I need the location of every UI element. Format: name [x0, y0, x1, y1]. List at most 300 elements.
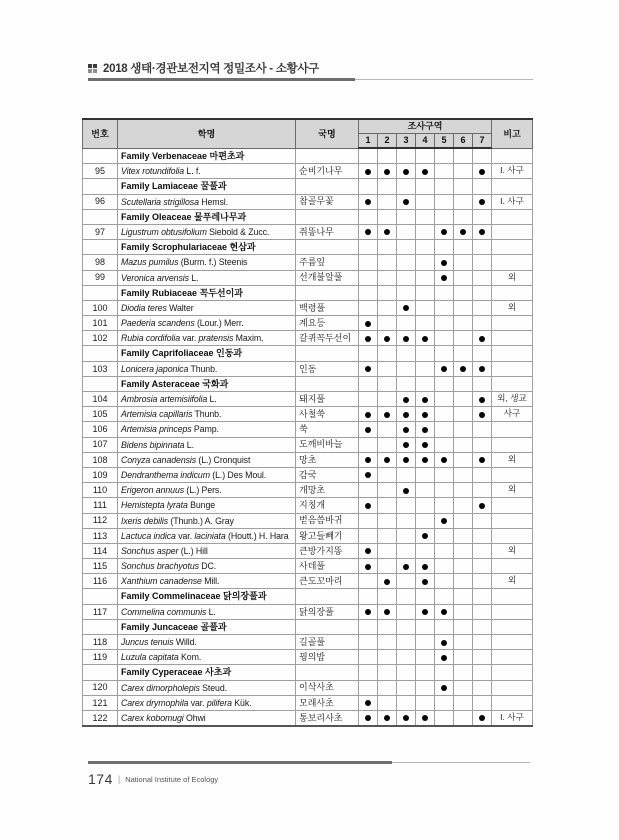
presence-dot	[479, 229, 485, 235]
presence-dot	[422, 457, 428, 463]
plot-presence-cell	[454, 179, 473, 194]
scientific-name-cell: Lonicera japonica Thunb.	[118, 361, 296, 376]
row-number-cell: 120	[83, 680, 118, 695]
page-number: 174	[88, 771, 113, 787]
plot-presence-cell	[359, 194, 378, 209]
plot-presence-cell	[454, 498, 473, 513]
plot-presence-cell	[454, 635, 473, 650]
note-cell	[492, 680, 533, 695]
plot-presence-cell	[397, 240, 416, 255]
plot-presence-cell	[435, 619, 454, 634]
presence-dot	[365, 457, 371, 463]
row-number-cell	[83, 619, 118, 634]
row-number-cell	[83, 589, 118, 604]
row-number-cell: 122	[83, 710, 118, 726]
family-row	[83, 179, 533, 194]
species-row	[83, 422, 533, 437]
plot-presence-cell	[454, 589, 473, 604]
species-row	[83, 543, 533, 558]
plot-presence-cell	[416, 559, 435, 574]
species-row	[83, 300, 533, 315]
plot-presence-cell	[397, 255, 416, 270]
footer-rule	[88, 761, 530, 764]
col-header-plot-6: 6	[454, 134, 473, 149]
plot-presence-cell	[397, 437, 416, 452]
col-header-no: 번호	[83, 119, 118, 148]
plot-presence-cell	[397, 665, 416, 680]
plot-presence-cell	[454, 331, 473, 346]
plot-presence-cell	[435, 361, 454, 376]
plot-presence-cell	[416, 604, 435, 619]
plot-presence-cell	[473, 407, 492, 422]
species-row	[83, 467, 533, 482]
species-row	[83, 574, 533, 589]
species-row	[83, 392, 533, 407]
plot-presence-cell	[378, 543, 397, 558]
plot-presence-cell	[397, 164, 416, 179]
korean-name-cell: 돼지풀	[296, 392, 359, 407]
row-number-cell: 110	[83, 483, 118, 498]
plot-presence-cell	[416, 255, 435, 270]
presence-dot	[365, 169, 371, 175]
plot-presence-cell	[473, 316, 492, 331]
plot-presence-cell	[397, 346, 416, 361]
scientific-name-cell: Artemisia princeps Pamp.	[118, 422, 296, 437]
col-header-plot-1: 1	[359, 134, 378, 149]
plot-presence-cell	[397, 498, 416, 513]
plot-presence-cell	[378, 346, 397, 361]
korean-name-cell: 선개불알풀	[296, 270, 359, 285]
plot-presence-cell	[378, 407, 397, 422]
plot-presence-cell	[454, 483, 473, 498]
note-cell	[492, 695, 533, 710]
plot-presence-cell	[435, 164, 454, 179]
plot-presence-cell	[416, 452, 435, 467]
korean-name-cell: 닭의장풀	[296, 604, 359, 619]
korean-name-cell	[296, 148, 359, 164]
scientific-name-cell: Hemistepta lyrata Bunge	[118, 498, 296, 513]
plot-presence-cell	[397, 452, 416, 467]
plot-presence-cell	[435, 392, 454, 407]
family-name-cell: Family Commelinaceae 닭의장풀과	[118, 589, 296, 604]
plot-presence-cell	[435, 665, 454, 680]
korean-name-cell: 주름잎	[296, 255, 359, 270]
plot-presence-cell	[435, 422, 454, 437]
plot-presence-cell	[473, 148, 492, 164]
row-number-cell	[83, 665, 118, 680]
korean-name-cell: 감국	[296, 467, 359, 482]
plot-presence-cell	[359, 635, 378, 650]
plot-presence-cell	[359, 437, 378, 452]
scientific-name-cell: Mazus pumilus (Burm. f.) Steenis	[118, 255, 296, 270]
presence-dot	[441, 275, 447, 281]
korean-name-cell: 인동	[296, 361, 359, 376]
note-cell	[492, 619, 533, 634]
scientific-name-cell: Commelina communis L.	[118, 604, 296, 619]
plot-presence-cell	[454, 710, 473, 726]
note-cell	[492, 346, 533, 361]
plot-presence-cell	[435, 300, 454, 315]
korean-name-cell: 갈퀴꼭두선이	[296, 331, 359, 346]
plot-presence-cell	[416, 361, 435, 376]
plot-presence-cell	[359, 331, 378, 346]
plot-presence-cell	[397, 589, 416, 604]
plot-presence-cell	[378, 179, 397, 194]
presence-dot	[422, 412, 428, 418]
row-number-cell	[83, 376, 118, 391]
plot-presence-cell	[359, 148, 378, 164]
plot-presence-cell	[416, 194, 435, 209]
row-number-cell	[83, 209, 118, 224]
plot-presence-cell	[473, 589, 492, 604]
plot-presence-cell	[435, 559, 454, 574]
plot-presence-cell	[378, 392, 397, 407]
plot-presence-cell	[378, 164, 397, 179]
plot-presence-cell	[397, 467, 416, 482]
plot-presence-cell	[473, 346, 492, 361]
plot-presence-cell	[359, 270, 378, 285]
plot-presence-cell	[473, 619, 492, 634]
plot-presence-cell	[378, 437, 397, 452]
plot-presence-cell	[397, 194, 416, 209]
family-name-cell: Family Scrophulariaceae 현삼과	[118, 240, 296, 255]
presence-dot	[479, 199, 485, 205]
presence-dot	[365, 715, 371, 721]
plot-presence-cell	[454, 437, 473, 452]
plot-presence-cell	[435, 680, 454, 695]
korean-name-cell: 모래사초	[296, 695, 359, 710]
plot-presence-cell	[359, 361, 378, 376]
note-cell: I. 사구	[492, 194, 533, 209]
plot-presence-cell	[397, 604, 416, 619]
plot-presence-cell	[473, 331, 492, 346]
plot-presence-cell	[359, 559, 378, 574]
note-cell	[492, 528, 533, 543]
plot-presence-cell	[359, 650, 378, 665]
family-row	[83, 665, 533, 680]
plot-presence-cell	[454, 346, 473, 361]
plot-presence-cell	[378, 224, 397, 239]
scientific-name-cell: Sonchus asper (L.) Hill	[118, 543, 296, 558]
scientific-name-cell: Erigeron annuus (L.) Pers.	[118, 483, 296, 498]
row-number-cell: 114	[83, 543, 118, 558]
note-cell	[492, 589, 533, 604]
scientific-name-cell: Carex kobomugi Ohwi	[118, 710, 296, 726]
plot-presence-cell	[359, 483, 378, 498]
plot-presence-cell	[416, 589, 435, 604]
presence-dot	[441, 640, 447, 646]
plot-presence-cell	[473, 164, 492, 179]
species-row	[83, 650, 533, 665]
korean-name-cell	[296, 665, 359, 680]
plot-presence-cell	[454, 285, 473, 300]
row-number-cell: 102	[83, 331, 118, 346]
plot-presence-cell	[397, 331, 416, 346]
plot-presence-cell	[359, 710, 378, 726]
presence-dot	[365, 366, 371, 372]
korean-name-cell: 개망초	[296, 483, 359, 498]
plot-presence-cell	[416, 574, 435, 589]
row-number-cell: 118	[83, 635, 118, 650]
presence-dot	[365, 229, 371, 235]
plot-presence-cell	[397, 422, 416, 437]
plot-presence-cell	[454, 164, 473, 179]
presence-dot	[365, 700, 371, 706]
korean-name-cell: 벋음씀바귀	[296, 513, 359, 528]
plot-presence-cell	[454, 452, 473, 467]
presence-dot	[403, 427, 409, 433]
plot-presence-cell	[454, 695, 473, 710]
plot-presence-cell	[473, 559, 492, 574]
row-number-cell: 111	[83, 498, 118, 513]
scientific-name-cell: Bidens bipinnata L.	[118, 437, 296, 452]
note-cell: 외	[492, 574, 533, 589]
plot-presence-cell	[359, 498, 378, 513]
note-cell	[492, 422, 533, 437]
scientific-name-cell: Xanthium canadense Mill.	[118, 574, 296, 589]
presence-dot	[441, 655, 447, 661]
korean-name-cell: 통보리사초	[296, 710, 359, 726]
plot-presence-cell	[435, 240, 454, 255]
species-row	[83, 559, 533, 574]
presence-dot	[384, 336, 390, 342]
species-row	[83, 407, 533, 422]
presence-dot	[384, 457, 390, 463]
family-row	[83, 619, 533, 634]
plot-presence-cell	[435, 528, 454, 543]
plot-presence-cell	[416, 483, 435, 498]
plot-presence-cell	[473, 665, 492, 680]
plot-presence-cell	[359, 589, 378, 604]
note-cell	[492, 650, 533, 665]
plot-presence-cell	[435, 224, 454, 239]
plot-presence-cell	[359, 209, 378, 224]
plot-presence-cell	[473, 300, 492, 315]
row-number-cell: 119	[83, 650, 118, 665]
plot-presence-cell	[378, 710, 397, 726]
species-row	[83, 452, 533, 467]
plot-presence-cell	[359, 422, 378, 437]
korean-name-cell: 순비기나무	[296, 164, 359, 179]
row-number-cell: 107	[83, 437, 118, 452]
plot-presence-cell	[397, 316, 416, 331]
family-row	[83, 209, 533, 224]
scientific-name-cell: Carex dimorpholepis Steud.	[118, 680, 296, 695]
korean-name-cell: 큰도꼬마리	[296, 574, 359, 589]
korean-name-cell: 망초	[296, 452, 359, 467]
header-rule	[88, 78, 533, 81]
plot-presence-cell	[378, 331, 397, 346]
presence-dot	[365, 412, 371, 418]
plot-presence-cell	[397, 407, 416, 422]
plot-presence-cell	[416, 224, 435, 239]
plot-presence-cell	[435, 710, 454, 726]
family-name-cell: Family Juncaceae 골풀과	[118, 619, 296, 634]
plot-presence-cell	[359, 528, 378, 543]
plot-presence-cell	[416, 148, 435, 164]
korean-name-cell: 계요등	[296, 316, 359, 331]
plot-presence-cell	[378, 376, 397, 391]
plot-presence-cell	[359, 376, 378, 391]
korean-name-cell: 길골풀	[296, 635, 359, 650]
note-cell	[492, 513, 533, 528]
plot-presence-cell	[378, 635, 397, 650]
plot-presence-cell	[359, 407, 378, 422]
row-number-cell: 121	[83, 695, 118, 710]
plot-presence-cell	[378, 467, 397, 482]
row-number-cell: 109	[83, 467, 118, 482]
presence-dot	[403, 457, 409, 463]
plot-presence-cell	[473, 240, 492, 255]
presence-dot	[422, 427, 428, 433]
scientific-name-cell: Paederia scandens (Lour.) Merr.	[118, 316, 296, 331]
plot-presence-cell	[397, 392, 416, 407]
plot-presence-cell	[359, 695, 378, 710]
row-number-cell: 101	[83, 316, 118, 331]
plot-presence-cell	[473, 437, 492, 452]
korean-name-cell: 사데풀	[296, 559, 359, 574]
plot-presence-cell	[359, 255, 378, 270]
species-row	[83, 194, 533, 209]
note-cell: 외	[492, 300, 533, 315]
presence-dot	[403, 305, 409, 311]
plot-presence-cell	[359, 604, 378, 619]
plot-presence-cell	[378, 422, 397, 437]
plot-presence-cell	[359, 240, 378, 255]
plot-presence-cell	[359, 619, 378, 634]
plot-presence-cell	[435, 498, 454, 513]
plot-presence-cell	[454, 665, 473, 680]
presence-dot	[384, 579, 390, 585]
plot-presence-cell	[397, 650, 416, 665]
family-row	[83, 346, 533, 361]
scientific-name-cell: Juncus tenuis Willd.	[118, 635, 296, 650]
korean-name-cell: 큰방가지똥	[296, 543, 359, 558]
plot-presence-cell	[454, 619, 473, 634]
plot-presence-cell	[416, 316, 435, 331]
page-footer	[88, 771, 218, 787]
plot-presence-cell	[359, 346, 378, 361]
plot-presence-cell	[454, 559, 473, 574]
plot-presence-cell	[416, 209, 435, 224]
korean-name-cell: 백령풀	[296, 300, 359, 315]
scientific-name-cell: Diodia teres Walter	[118, 300, 296, 315]
scientific-name-cell: Ligustrum obtusifolium Siebold & Zucc.	[118, 224, 296, 239]
species-row	[83, 528, 533, 543]
plot-presence-cell	[397, 710, 416, 726]
plot-presence-cell	[454, 148, 473, 164]
note-cell	[492, 179, 533, 194]
plot-presence-cell	[378, 240, 397, 255]
plot-presence-cell	[435, 650, 454, 665]
plot-presence-cell	[473, 604, 492, 619]
footer-organization: National Institute of Ecology	[125, 774, 219, 784]
plot-presence-cell	[454, 543, 473, 558]
presence-dot	[422, 579, 428, 585]
note-cell: 외	[492, 270, 533, 285]
plot-presence-cell	[397, 635, 416, 650]
plot-presence-cell	[473, 452, 492, 467]
note-cell	[492, 665, 533, 680]
korean-name-cell	[296, 376, 359, 391]
plot-presence-cell	[454, 513, 473, 528]
plot-presence-cell	[473, 680, 492, 695]
korean-name-cell	[296, 346, 359, 361]
note-cell: 외	[492, 543, 533, 558]
note-cell	[492, 209, 533, 224]
plot-presence-cell	[435, 513, 454, 528]
plot-presence-cell	[397, 361, 416, 376]
korean-name-cell	[296, 589, 359, 604]
presence-dot	[365, 564, 371, 570]
plot-presence-cell	[473, 285, 492, 300]
plot-presence-cell	[454, 604, 473, 619]
plot-presence-cell	[435, 346, 454, 361]
row-number-cell	[83, 240, 118, 255]
plot-presence-cell	[416, 285, 435, 300]
plot-presence-cell	[397, 483, 416, 498]
col-header-plot-3: 3	[397, 134, 416, 149]
presence-dot	[422, 533, 428, 539]
plot-presence-cell	[378, 680, 397, 695]
plot-presence-cell	[397, 179, 416, 194]
row-number-cell: 105	[83, 407, 118, 422]
korean-name-cell: 참골무꽃	[296, 194, 359, 209]
presence-dot	[422, 169, 428, 175]
korean-name-cell: 지칭개	[296, 498, 359, 513]
presence-dot	[441, 685, 447, 691]
plot-presence-cell	[473, 483, 492, 498]
plot-presence-cell	[378, 498, 397, 513]
species-row	[83, 604, 533, 619]
presence-dot	[441, 260, 447, 266]
row-number-cell: 100	[83, 300, 118, 315]
presence-dot	[403, 336, 409, 342]
row-number-cell	[83, 148, 118, 164]
row-number-cell: 113	[83, 528, 118, 543]
plot-presence-cell	[416, 240, 435, 255]
row-number-cell: 103	[83, 361, 118, 376]
footer-separator: |	[117, 774, 121, 784]
note-cell: I. 사구	[492, 164, 533, 179]
presence-dot	[403, 199, 409, 205]
species-survey-table	[82, 118, 533, 727]
note-cell	[492, 285, 533, 300]
scientific-name-cell: Scutellaria strigillosa Hemsl.	[118, 194, 296, 209]
plot-presence-cell	[435, 255, 454, 270]
plot-presence-cell	[359, 680, 378, 695]
plot-presence-cell	[397, 376, 416, 391]
plot-presence-cell	[454, 209, 473, 224]
species-row	[83, 316, 533, 331]
note-cell: I. 사구	[492, 710, 533, 726]
plot-presence-cell	[416, 467, 435, 482]
plot-presence-cell	[435, 483, 454, 498]
plot-presence-cell	[473, 650, 492, 665]
presence-dot	[365, 503, 371, 509]
plot-presence-cell	[397, 543, 416, 558]
note-cell	[492, 224, 533, 239]
presence-dot	[460, 366, 466, 372]
note-cell: 외	[492, 452, 533, 467]
korean-name-cell: 쥐똥나무	[296, 224, 359, 239]
plot-presence-cell	[416, 392, 435, 407]
presence-dot	[365, 321, 371, 327]
korean-name-cell: 쑥	[296, 422, 359, 437]
plot-presence-cell	[435, 376, 454, 391]
plot-presence-cell	[435, 316, 454, 331]
species-row	[83, 695, 533, 710]
